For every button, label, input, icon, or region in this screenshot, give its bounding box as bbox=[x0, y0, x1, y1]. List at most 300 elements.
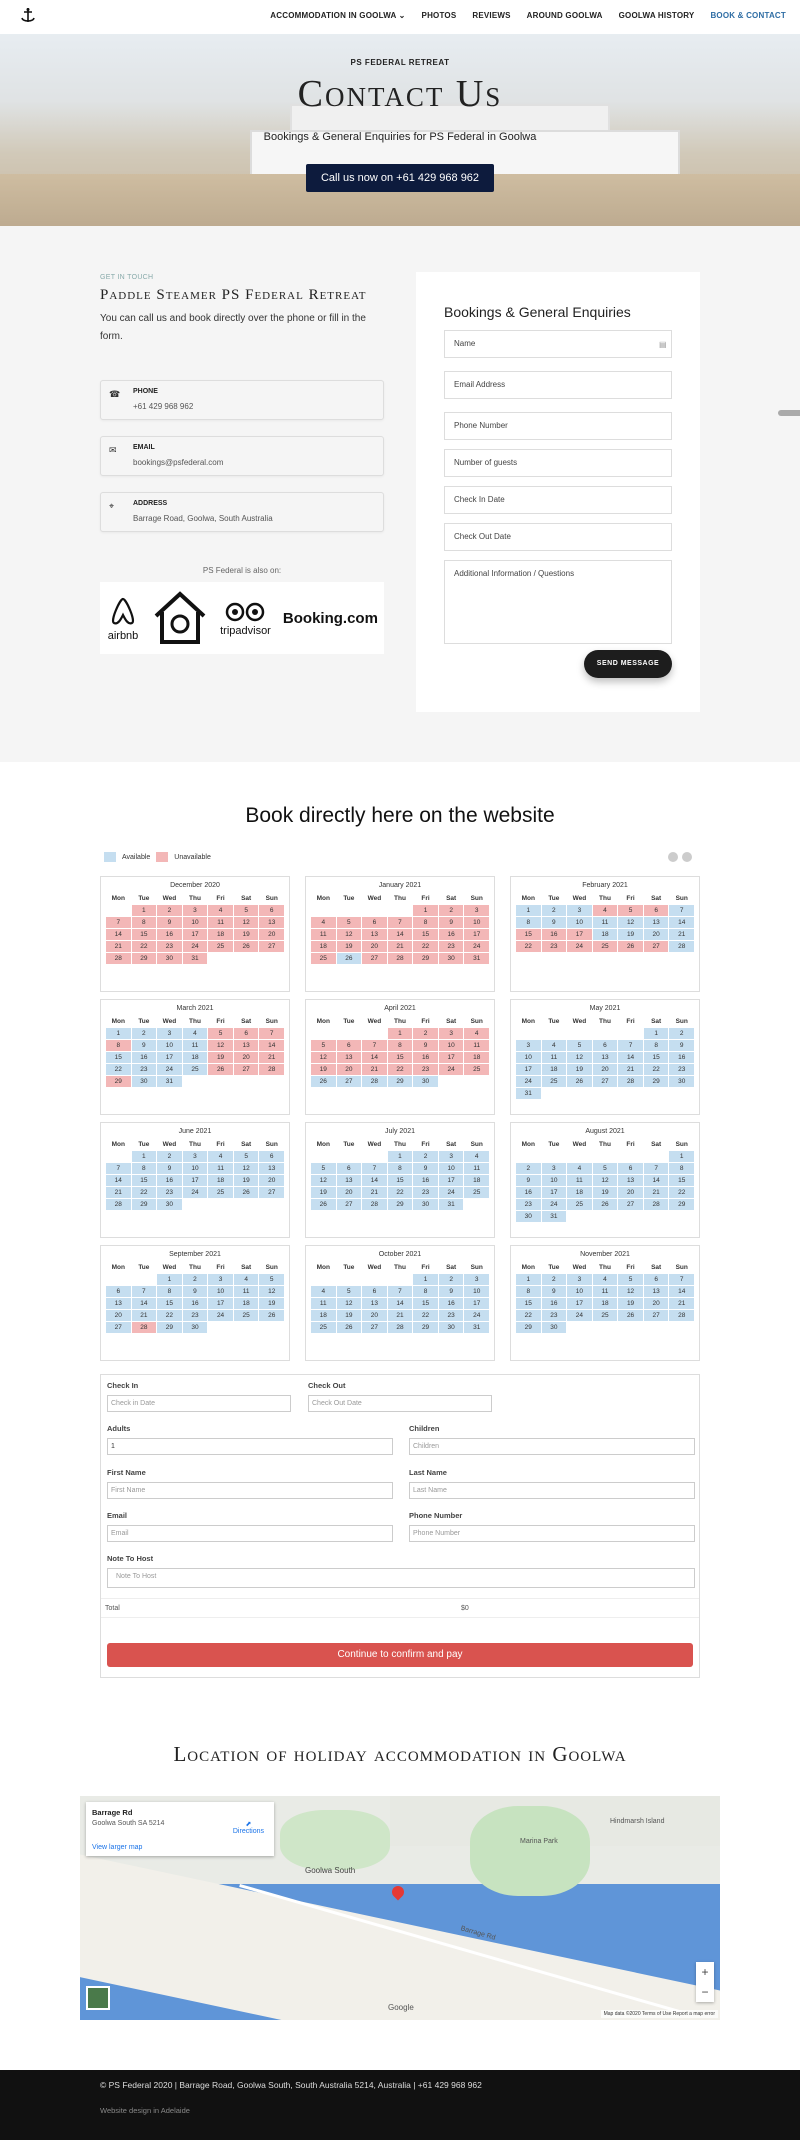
email-input[interactable]: Email bbox=[107, 1525, 393, 1542]
calendar-day[interactable]: 13 bbox=[106, 1298, 131, 1309]
calendar-day[interactable]: 2 bbox=[669, 1028, 694, 1039]
calendar-day[interactable]: 6 bbox=[106, 1286, 131, 1297]
calendar-day[interactable]: 22 bbox=[516, 941, 541, 952]
calendar-day[interactable]: 30 bbox=[157, 953, 182, 964]
calendar-day[interactable]: 14 bbox=[106, 1175, 131, 1186]
calendar-day[interactable]: 28 bbox=[259, 1064, 284, 1075]
confirm-pay-button[interactable]: Continue to confirm and pay bbox=[107, 1643, 693, 1667]
booking-phone-input[interactable]: Phone Number bbox=[409, 1525, 695, 1542]
calendar-day[interactable]: 4 bbox=[234, 1274, 259, 1285]
calendar-day[interactable]: 6 bbox=[593, 1040, 618, 1051]
calendar-day[interactable]: 23 bbox=[439, 941, 464, 952]
call-us-button[interactable]: Call us now on +61 429 968 962 bbox=[306, 164, 494, 192]
calendar-day[interactable]: 2 bbox=[157, 905, 182, 916]
calendar-day[interactable]: 30 bbox=[516, 1211, 541, 1222]
calendar-day[interactable]: 24 bbox=[464, 941, 489, 952]
calendar-day[interactable]: 29 bbox=[388, 1076, 413, 1087]
calendar-day[interactable]: 7 bbox=[259, 1028, 284, 1039]
calendar-day[interactable]: 25 bbox=[234, 1310, 259, 1321]
calendar-day[interactable]: 6 bbox=[259, 1151, 284, 1162]
calendar-day[interactable]: 28 bbox=[362, 1076, 387, 1087]
calendar-day[interactable]: 20 bbox=[593, 1064, 618, 1075]
calendar-day[interactable]: 13 bbox=[337, 1052, 362, 1063]
calendar-day[interactable]: 11 bbox=[593, 917, 618, 928]
calendar-day[interactable]: 9 bbox=[157, 917, 182, 928]
calendar-day[interactable]: 4 bbox=[311, 1286, 336, 1297]
calendar-day[interactable]: 30 bbox=[542, 1322, 567, 1333]
phone-number-field[interactable]: Phone Number bbox=[444, 412, 672, 440]
calendar-day[interactable]: 13 bbox=[644, 1286, 669, 1297]
calendar-day[interactable]: 8 bbox=[132, 1163, 157, 1174]
calendar-day[interactable]: 1 bbox=[669, 1151, 694, 1162]
calendar-day[interactable]: 9 bbox=[413, 1040, 438, 1051]
calendar-day[interactable]: 18 bbox=[311, 1310, 336, 1321]
calendar-day[interactable]: 3 bbox=[183, 1151, 208, 1162]
calendar-day[interactable]: 29 bbox=[644, 1076, 669, 1087]
calendar-day[interactable]: 15 bbox=[644, 1052, 669, 1063]
calendar-day[interactable]: 5 bbox=[259, 1274, 284, 1285]
calendar-day[interactable]: 12 bbox=[593, 1175, 618, 1186]
calendar-day[interactable]: 19 bbox=[311, 1187, 336, 1198]
calendar-day[interactable]: 1 bbox=[516, 905, 541, 916]
calendar-day[interactable]: 27 bbox=[618, 1199, 643, 1210]
nav-around-goolwa[interactable]: AROUND GOOLWA bbox=[526, 11, 603, 20]
calendar-day[interactable]: 22 bbox=[413, 1310, 438, 1321]
calendar-day[interactable]: 29 bbox=[388, 1199, 413, 1210]
calendar-day[interactable]: 24 bbox=[183, 1187, 208, 1198]
calendar-day[interactable]: 8 bbox=[106, 1040, 131, 1051]
calendar-day[interactable]: 15 bbox=[516, 1298, 541, 1309]
calendar-day[interactable]: 5 bbox=[567, 1040, 592, 1051]
calendar-day[interactable]: 31 bbox=[183, 953, 208, 964]
calendar-day[interactable]: 30 bbox=[413, 1076, 438, 1087]
calendar-day[interactable]: 25 bbox=[183, 1064, 208, 1075]
calendar-day[interactable]: 19 bbox=[618, 929, 643, 940]
calendar-day[interactable]: 11 bbox=[311, 1298, 336, 1309]
calendar-day[interactable]: 30 bbox=[669, 1076, 694, 1087]
calendar-day[interactable]: 29 bbox=[106, 1076, 131, 1087]
calendar-day[interactable]: 28 bbox=[669, 941, 694, 952]
calendar-day[interactable]: 15 bbox=[516, 929, 541, 940]
calendar-day[interactable]: 28 bbox=[106, 953, 131, 964]
map-pin-icon[interactable] bbox=[390, 1884, 407, 1901]
nav-goolwa-history[interactable]: GOOLWA HISTORY bbox=[618, 11, 695, 20]
calendar-day[interactable]: 2 bbox=[183, 1274, 208, 1285]
calendar-day[interactable]: 26 bbox=[337, 1322, 362, 1333]
calendar-day[interactable]: 30 bbox=[183, 1322, 208, 1333]
calendar-day[interactable]: 27 bbox=[362, 1322, 387, 1333]
airbnb-logo[interactable]: airbnb bbox=[106, 595, 140, 642]
calendar-day[interactable]: 14 bbox=[388, 1298, 413, 1309]
calendar-day[interactable]: 8 bbox=[669, 1163, 694, 1174]
calendar-day[interactable]: 2 bbox=[157, 1151, 182, 1162]
calendar-day[interactable]: 19 bbox=[208, 1052, 233, 1063]
calendar-day[interactable]: 6 bbox=[337, 1040, 362, 1051]
calendar-day[interactable]: 3 bbox=[464, 905, 489, 916]
calendar-day[interactable]: 10 bbox=[157, 1040, 182, 1051]
calendar-day[interactable]: 15 bbox=[132, 929, 157, 940]
calendar-day[interactable]: 24 bbox=[542, 1199, 567, 1210]
calendar-day[interactable]: 22 bbox=[644, 1064, 669, 1075]
calendar-day[interactable]: 14 bbox=[669, 917, 694, 928]
calendar-day[interactable]: 16 bbox=[669, 1052, 694, 1063]
calendar-day[interactable]: 17 bbox=[157, 1052, 182, 1063]
calendar-day[interactable]: 5 bbox=[311, 1040, 336, 1051]
calendar-day[interactable]: 16 bbox=[542, 929, 567, 940]
calendar-day[interactable]: 1 bbox=[413, 1274, 438, 1285]
calendar-day[interactable]: 9 bbox=[542, 1286, 567, 1297]
calendar-day[interactable]: 5 bbox=[234, 1151, 259, 1162]
calendar-day[interactable]: 16 bbox=[542, 1298, 567, 1309]
calendar-day[interactable]: 17 bbox=[567, 1298, 592, 1309]
calendar-day[interactable]: 18 bbox=[234, 1298, 259, 1309]
calendar-day[interactable]: 27 bbox=[362, 953, 387, 964]
calendar-day[interactable]: 11 bbox=[464, 1163, 489, 1174]
send-message-button[interactable]: SEND MESSAGE bbox=[584, 650, 672, 678]
calendar-day[interactable]: 18 bbox=[464, 1175, 489, 1186]
calendar-day[interactable]: 22 bbox=[132, 1187, 157, 1198]
calendar-day[interactable]: 31 bbox=[464, 1322, 489, 1333]
check-out-date-field[interactable]: Check Out Date bbox=[444, 523, 672, 551]
calendar-day[interactable]: 26 bbox=[618, 1310, 643, 1321]
calendar-day[interactable]: 18 bbox=[593, 929, 618, 940]
calendar-day[interactable]: 18 bbox=[542, 1064, 567, 1075]
calendar-day[interactable]: 11 bbox=[542, 1052, 567, 1063]
calendar-day[interactable]: 16 bbox=[439, 929, 464, 940]
house-logo-icon[interactable] bbox=[152, 590, 208, 646]
side-tab[interactable] bbox=[778, 410, 800, 416]
calendar-day[interactable]: 3 bbox=[439, 1028, 464, 1039]
calendar-day[interactable]: 3 bbox=[516, 1040, 541, 1051]
calendar-day[interactable]: 6 bbox=[337, 1163, 362, 1174]
calendar-day[interactable]: 23 bbox=[516, 1199, 541, 1210]
calendar-day[interactable]: 21 bbox=[362, 1187, 387, 1198]
calendar-day[interactable]: 10 bbox=[567, 1286, 592, 1297]
calendar-day[interactable]: 27 bbox=[234, 1064, 259, 1075]
calendar-day[interactable]: 2 bbox=[132, 1028, 157, 1039]
calendar-day[interactable]: 10 bbox=[183, 917, 208, 928]
calendar-day[interactable]: 18 bbox=[464, 1052, 489, 1063]
calendar-day[interactable]: 16 bbox=[516, 1187, 541, 1198]
calendar-day[interactable]: 17 bbox=[183, 1175, 208, 1186]
calendar-day[interactable]: 18 bbox=[183, 1052, 208, 1063]
calendar-day[interactable]: 24 bbox=[183, 941, 208, 952]
calendar-day[interactable]: 9 bbox=[439, 1286, 464, 1297]
calendar-day[interactable]: 18 bbox=[311, 941, 336, 952]
calendar-day[interactable]: 24 bbox=[567, 1310, 592, 1321]
children-stepper[interactable]: Children bbox=[409, 1438, 695, 1455]
calendar-day[interactable]: 23 bbox=[413, 1064, 438, 1075]
calendar-day[interactable]: 26 bbox=[567, 1076, 592, 1087]
calendar-day[interactable]: 8 bbox=[388, 1163, 413, 1174]
calendar-day[interactable]: 26 bbox=[311, 1199, 336, 1210]
calendar-day[interactable]: 26 bbox=[208, 1064, 233, 1075]
calendar-day[interactable]: 15 bbox=[413, 1298, 438, 1309]
calendar-day[interactable]: 4 bbox=[593, 1274, 618, 1285]
calendar-day[interactable]: 10 bbox=[439, 1040, 464, 1051]
calendar-day[interactable]: 25 bbox=[208, 941, 233, 952]
note-input[interactable]: Note To Host bbox=[107, 1568, 695, 1588]
calendar-day[interactable]: 5 bbox=[618, 905, 643, 916]
anchor-logo-icon[interactable] bbox=[20, 7, 36, 25]
calendar-day[interactable]: 16 bbox=[157, 1175, 182, 1186]
calendar-day[interactable]: 14 bbox=[106, 929, 131, 940]
calendar-day[interactable]: 20 bbox=[106, 1310, 131, 1321]
calendar-day[interactable]: 9 bbox=[516, 1175, 541, 1186]
calendar-day[interactable]: 18 bbox=[567, 1187, 592, 1198]
calendar-day[interactable]: 12 bbox=[337, 929, 362, 940]
calendar-day[interactable]: 7 bbox=[669, 905, 694, 916]
nav-accommodation[interactable]: ACCOMMODATION IN GOOLWA ⌄ bbox=[270, 11, 406, 20]
calendar-day[interactable]: 26 bbox=[234, 1187, 259, 1198]
calendar-day[interactable]: 18 bbox=[593, 1298, 618, 1309]
calendar-day[interactable]: 9 bbox=[669, 1040, 694, 1051]
calendar-day[interactable]: 21 bbox=[362, 1064, 387, 1075]
calendar-day[interactable]: 1 bbox=[388, 1151, 413, 1162]
calendar-day[interactable]: 20 bbox=[337, 1187, 362, 1198]
calendar-day[interactable]: 26 bbox=[259, 1310, 284, 1321]
calendar-day[interactable]: 19 bbox=[337, 1310, 362, 1321]
calendar-day[interactable]: 3 bbox=[157, 1028, 182, 1039]
calendar-day[interactable]: 15 bbox=[388, 1052, 413, 1063]
calendar-day[interactable]: 17 bbox=[439, 1052, 464, 1063]
calendar-day[interactable]: 12 bbox=[234, 917, 259, 928]
calendar-day[interactable]: 21 bbox=[259, 1052, 284, 1063]
calendar-day[interactable]: 19 bbox=[234, 929, 259, 940]
calendar-day[interactable]: 23 bbox=[439, 1310, 464, 1321]
calendar-day[interactable]: 15 bbox=[157, 1298, 182, 1309]
calendar-day[interactable]: 27 bbox=[106, 1322, 131, 1333]
calendar-day[interactable]: 13 bbox=[644, 917, 669, 928]
calendar-day[interactable]: 11 bbox=[183, 1040, 208, 1051]
view-larger-map-link[interactable]: View larger map bbox=[92, 1844, 143, 1851]
calendar-day[interactable]: 23 bbox=[157, 941, 182, 952]
last-name-input[interactable]: Last Name bbox=[409, 1482, 695, 1499]
calendar-day[interactable]: 24 bbox=[208, 1310, 233, 1321]
calendar-day[interactable]: 20 bbox=[362, 941, 387, 952]
calendar-day[interactable]: 29 bbox=[413, 953, 438, 964]
calendar-day[interactable]: 17 bbox=[516, 1064, 541, 1075]
calendar-day[interactable]: 7 bbox=[388, 1286, 413, 1297]
calendar-day[interactable]: 9 bbox=[542, 917, 567, 928]
calendar-day[interactable]: 21 bbox=[106, 1187, 131, 1198]
calendar-day[interactable]: 23 bbox=[132, 1064, 157, 1075]
calendar-day[interactable]: 21 bbox=[388, 941, 413, 952]
calendar-day[interactable]: 1 bbox=[413, 905, 438, 916]
calendar-day[interactable]: 1 bbox=[157, 1274, 182, 1285]
additional-info-field[interactable]: Additional Information / Questions bbox=[444, 560, 672, 644]
calendar-day[interactable]: 3 bbox=[567, 905, 592, 916]
calendar-day[interactable]: 20 bbox=[362, 1310, 387, 1321]
check-out-input[interactable]: Check Out Date bbox=[308, 1395, 492, 1412]
calendar-day[interactable]: 18 bbox=[208, 929, 233, 940]
calendar-day[interactable]: 13 bbox=[362, 1298, 387, 1309]
calendar-day[interactable]: 21 bbox=[669, 1298, 694, 1309]
calendar-day[interactable]: 15 bbox=[388, 1175, 413, 1186]
calendar-day[interactable]: 16 bbox=[439, 1298, 464, 1309]
calendar-day[interactable]: 20 bbox=[259, 929, 284, 940]
calendar-day[interactable]: 15 bbox=[669, 1175, 694, 1186]
address-card[interactable] bbox=[100, 492, 384, 532]
adults-stepper[interactable]: 1 bbox=[107, 1438, 393, 1455]
calendar-day[interactable]: 10 bbox=[439, 1163, 464, 1174]
calendar-day[interactable]: 7 bbox=[618, 1040, 643, 1051]
calendar-day[interactable]: 19 bbox=[618, 1298, 643, 1309]
calendar-day[interactable]: 29 bbox=[132, 1199, 157, 1210]
calendar-day[interactable]: 20 bbox=[644, 929, 669, 940]
calendar-day[interactable]: 22 bbox=[388, 1187, 413, 1198]
calendar-day[interactable]: 25 bbox=[208, 1187, 233, 1198]
calendar-day[interactable]: 13 bbox=[337, 1175, 362, 1186]
calendar-day[interactable]: 28 bbox=[669, 1310, 694, 1321]
calendar-day[interactable]: 8 bbox=[132, 917, 157, 928]
calendar-day[interactable]: 3 bbox=[439, 1151, 464, 1162]
calendar-day[interactable]: 25 bbox=[464, 1187, 489, 1198]
calendar-day[interactable]: 16 bbox=[157, 929, 182, 940]
zoom-out-icon[interactable]: − bbox=[701, 1985, 709, 1999]
calendar-day[interactable]: 11 bbox=[464, 1040, 489, 1051]
calendar-day[interactable]: 7 bbox=[669, 1274, 694, 1285]
calendar-day[interactable]: 1 bbox=[106, 1028, 131, 1039]
calendar-day[interactable]: 4 bbox=[208, 905, 233, 916]
calendar-day[interactable]: 6 bbox=[362, 917, 387, 928]
calendar-day[interactable]: 8 bbox=[516, 917, 541, 928]
next-month-icon[interactable] bbox=[682, 852, 692, 862]
satellite-toggle[interactable] bbox=[86, 1986, 110, 2010]
calendar-day[interactable]: 9 bbox=[413, 1163, 438, 1174]
calendar-day[interactable]: 25 bbox=[311, 1322, 336, 1333]
calendar-day[interactable]: 11 bbox=[567, 1175, 592, 1186]
calendar-day[interactable]: 28 bbox=[618, 1076, 643, 1087]
nav-photos[interactable]: PHOTOS bbox=[421, 11, 457, 20]
calendar-day[interactable]: 26 bbox=[337, 953, 362, 964]
calendar-day[interactable]: 1 bbox=[132, 905, 157, 916]
calendar-day[interactable]: 23 bbox=[542, 941, 567, 952]
calendar-day[interactable]: 13 bbox=[618, 1175, 643, 1186]
calendar-day[interactable]: 31 bbox=[516, 1088, 541, 1099]
calendar-day[interactable]: 2 bbox=[516, 1163, 541, 1174]
calendar-day[interactable]: 2 bbox=[542, 1274, 567, 1285]
calendar-day[interactable]: 22 bbox=[388, 1064, 413, 1075]
calendar-day[interactable]: 23 bbox=[542, 1310, 567, 1321]
calendar-day[interactable]: 10 bbox=[208, 1286, 233, 1297]
calendar-day[interactable]: 12 bbox=[234, 1163, 259, 1174]
nav-book-contact[interactable]: BOOK & CONTACT bbox=[710, 11, 786, 20]
calendar-day[interactable]: 13 bbox=[593, 1052, 618, 1063]
zoom-in-icon[interactable]: + bbox=[701, 1965, 709, 1979]
calendar-day[interactable]: 4 bbox=[183, 1028, 208, 1039]
calendar-day[interactable]: 22 bbox=[413, 941, 438, 952]
calendar-day[interactable]: 5 bbox=[311, 1163, 336, 1174]
calendar-day[interactable]: 14 bbox=[259, 1040, 284, 1051]
calendar-day[interactable]: 25 bbox=[311, 953, 336, 964]
calendar-day[interactable]: 27 bbox=[593, 1076, 618, 1087]
phone-card[interactable] bbox=[100, 380, 384, 420]
calendar-day[interactable]: 8 bbox=[157, 1286, 182, 1297]
calendar-day[interactable]: 17 bbox=[439, 1175, 464, 1186]
calendar-day[interactable]: 27 bbox=[337, 1199, 362, 1210]
calendar-day[interactable]: 15 bbox=[106, 1052, 131, 1063]
calendar-day[interactable]: 24 bbox=[567, 941, 592, 952]
calendar-day[interactable]: 8 bbox=[644, 1040, 669, 1051]
tripadvisor-logo[interactable]: tripadvisor bbox=[220, 600, 271, 637]
calendar-day[interactable]: 14 bbox=[644, 1175, 669, 1186]
calendar-day[interactable]: 25 bbox=[593, 1310, 618, 1321]
calendar-day[interactable]: 28 bbox=[362, 1199, 387, 1210]
calendar-day[interactable]: 5 bbox=[337, 917, 362, 928]
calendar-day[interactable]: 1 bbox=[644, 1028, 669, 1039]
calendar-day[interactable]: 19 bbox=[234, 1175, 259, 1186]
calendar-day[interactable]: 17 bbox=[183, 929, 208, 940]
calendar-day[interactable]: 11 bbox=[234, 1286, 259, 1297]
calendar-day[interactable]: 16 bbox=[413, 1052, 438, 1063]
calendar-day[interactable]: 15 bbox=[132, 1175, 157, 1186]
calendar-day[interactable]: 7 bbox=[106, 1163, 131, 1174]
calendar-day[interactable]: 19 bbox=[259, 1298, 284, 1309]
calendar-day[interactable]: 28 bbox=[132, 1322, 157, 1333]
calendar-day[interactable]: 31 bbox=[157, 1076, 182, 1087]
calendar-day[interactable]: 14 bbox=[362, 1052, 387, 1063]
calendar-day[interactable]: 4 bbox=[464, 1151, 489, 1162]
calendar-day[interactable]: 2 bbox=[413, 1028, 438, 1039]
calendar-day[interactable]: 27 bbox=[644, 941, 669, 952]
calendar-day[interactable]: 11 bbox=[208, 1163, 233, 1174]
calendar-day[interactable]: 3 bbox=[183, 905, 208, 916]
calendar-day[interactable]: 25 bbox=[542, 1076, 567, 1087]
calendar-day[interactable]: 21 bbox=[106, 941, 131, 952]
calendar-day[interactable]: 4 bbox=[567, 1163, 592, 1174]
calendar-day[interactable]: 30 bbox=[439, 1322, 464, 1333]
calendar-day[interactable]: 7 bbox=[106, 917, 131, 928]
booking-logo[interactable]: Booking.com bbox=[282, 609, 378, 627]
calendar-day[interactable]: 29 bbox=[413, 1322, 438, 1333]
calendar-day[interactable]: 16 bbox=[132, 1052, 157, 1063]
calendar-day[interactable]: 10 bbox=[183, 1163, 208, 1174]
calendar-day[interactable]: 17 bbox=[567, 929, 592, 940]
calendar-day[interactable]: 13 bbox=[234, 1040, 259, 1051]
calendar-day[interactable]: 9 bbox=[132, 1040, 157, 1051]
calendar-day[interactable]: 5 bbox=[618, 1274, 643, 1285]
calendar-day[interactable]: 26 bbox=[234, 941, 259, 952]
calendar-day[interactable]: 14 bbox=[669, 1286, 694, 1297]
calendar-day[interactable]: 22 bbox=[106, 1064, 131, 1075]
calendar-day[interactable]: 30 bbox=[439, 953, 464, 964]
calendar-day[interactable]: 23 bbox=[413, 1187, 438, 1198]
calendar-day[interactable]: 5 bbox=[208, 1028, 233, 1039]
calendar-day[interactable]: 12 bbox=[208, 1040, 233, 1051]
calendar-day[interactable]: 26 bbox=[311, 1076, 336, 1087]
email-address-field[interactable]: Email Address bbox=[444, 371, 672, 399]
calendar-day[interactable]: 6 bbox=[234, 1028, 259, 1039]
nav-reviews[interactable]: REVIEWS bbox=[472, 11, 511, 20]
calendar-day[interactable]: 22 bbox=[132, 941, 157, 952]
calendar-day[interactable]: 27 bbox=[259, 1187, 284, 1198]
calendar-day[interactable]: 2 bbox=[413, 1151, 438, 1162]
calendar-day[interactable]: 19 bbox=[567, 1064, 592, 1075]
calendar-day[interactable]: 8 bbox=[516, 1286, 541, 1297]
calendar-day[interactable]: 6 bbox=[362, 1286, 387, 1297]
calendar-day[interactable]: 6 bbox=[644, 1274, 669, 1285]
calendar-day[interactable]: 4 bbox=[542, 1040, 567, 1051]
calendar-day[interactable]: 7 bbox=[644, 1163, 669, 1174]
calendar-day[interactable]: 31 bbox=[464, 953, 489, 964]
calendar-day[interactable]: 4 bbox=[593, 905, 618, 916]
calendar-day[interactable]: 2 bbox=[542, 905, 567, 916]
calendar-day[interactable]: 17 bbox=[208, 1298, 233, 1309]
calendar-day[interactable]: 18 bbox=[208, 1175, 233, 1186]
calendar-day[interactable]: 12 bbox=[311, 1052, 336, 1063]
footer-credit[interactable]: Website design in Adelaide bbox=[100, 2106, 190, 2115]
